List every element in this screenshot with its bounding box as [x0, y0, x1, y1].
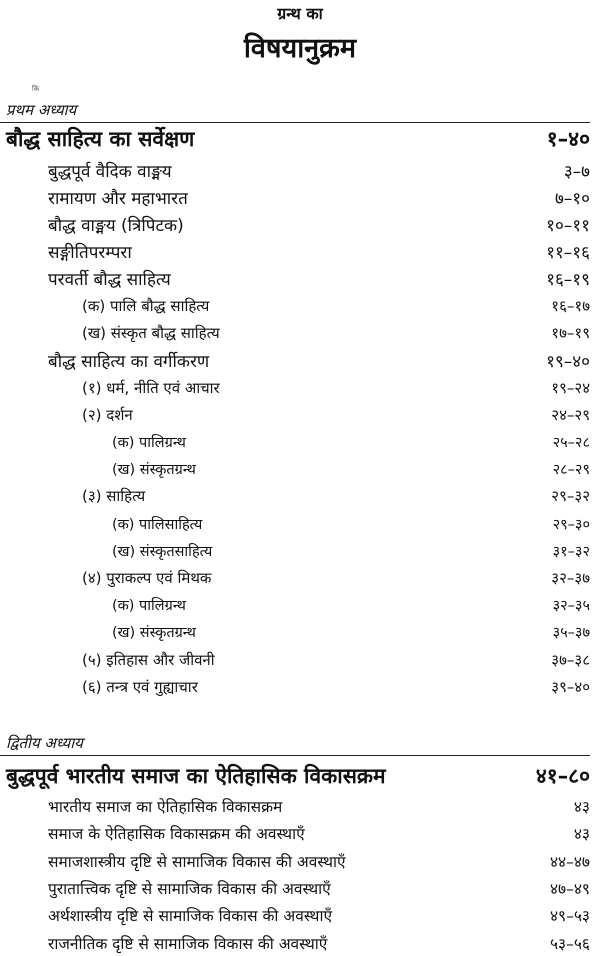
toc-entry-title: (ख) संस्कृतसाहित्य: [112, 543, 213, 560]
chapter-heading-title: बौद्ध साहित्य का सर्वेक्षण: [6, 127, 195, 151]
toc-entry: [0, 930, 590, 956]
toc-entry-pages: ४३: [573, 798, 590, 816]
pre-title: ग्रन्थ का: [277, 4, 323, 23]
toc-entry-pages: ७–१०: [554, 188, 590, 209]
chapter-heading-pages: १–४०: [546, 127, 590, 151]
toc-entry-title: बौद्ध साहित्य का वर्गीकरण: [48, 351, 210, 372]
toc-entry-pages: ३९–४०: [551, 677, 590, 696]
toc-entry: [0, 793, 590, 819]
toc-entry: [0, 320, 590, 346]
toc-entry: [0, 511, 590, 537]
toc-entry: [0, 902, 590, 928]
toc-entry: [0, 211, 590, 237]
toc-entry: [0, 375, 590, 401]
chapter-heading-2: [0, 761, 590, 791]
toc-entry: [0, 848, 590, 874]
toc-entry-title: (क) पालिग्रन्थ: [112, 598, 186, 615]
toc-entry-title: पुरातात्त्विक दृष्टि से सामाजिक विकास की अवस्थाएँ: [48, 879, 331, 898]
toc-entry: [0, 157, 590, 183]
chapter-label-1: प्रथम अध्याय: [6, 101, 77, 119]
toc-entry-title: सङ्गीतिपरम्परा: [48, 243, 132, 264]
toc-entry: [0, 619, 590, 645]
toc-entry-pages: २८–२९: [552, 462, 590, 479]
toc-entry-pages: १९–२४: [551, 378, 590, 397]
toc-entry-title: (ख) संस्कृत बौद्ध साहित्य: [82, 324, 220, 343]
toc-entry-pages: ११–१६: [546, 243, 590, 264]
toc-entry-title: (क) पालिसाहित्य: [112, 516, 203, 533]
toc-entry-title: (४) पुराकल्प एवं मिथक: [82, 569, 212, 587]
toc-entry-title: (३) साहित्य: [82, 487, 146, 506]
stray-mark: कि: [32, 85, 40, 93]
toc-entry-pages: ३५–३७: [552, 625, 590, 642]
toc-entry: [0, 293, 590, 319]
toc-entry-pages: ३–७: [563, 161, 590, 182]
toc-entry-title: भारतीय समाज का ऐतिहासिक विकासक्रम: [48, 798, 283, 816]
toc-entry-pages: ४७–४९: [550, 879, 590, 898]
toc-entry: [0, 402, 590, 428]
toc-entry-title: (५) इतिहास और जीवनी: [82, 650, 215, 669]
chapter-label-2: द्वितीय अध्याय: [6, 734, 83, 752]
toc-entry: [0, 429, 590, 455]
toc-entry-title: (ख) संस्कृतग्रन्थ: [112, 625, 196, 642]
toc-entry-pages: ३१–३२: [552, 543, 590, 560]
toc-entry: [0, 592, 590, 618]
toc-entry-title: (२) दर्शन: [82, 405, 133, 424]
toc-entry-title: परवर्ती बौद्ध साहित्य: [48, 270, 171, 291]
page-title: विषयानुक्रम: [243, 33, 357, 64]
toc-entry-title: बौद्ध वाङ्मय (त्रिपिटक): [48, 215, 184, 236]
toc-entry: [0, 266, 590, 292]
chapter-heading-pages: ४१–८०: [535, 764, 590, 788]
toc-entry: [0, 456, 590, 482]
toc-entry-pages: ४४–४७: [550, 852, 590, 871]
toc-entry-pages: २४–२९: [551, 405, 590, 424]
toc-entry-pages: ३२–३७: [551, 569, 590, 587]
toc-entry-title: समाज के ऐतिहासिक विकासक्रम की अवस्थाएँ: [48, 825, 305, 844]
toc-entry-pages: १६–१९: [546, 270, 590, 291]
toc-entry-title: रामायण और महाभारत: [48, 188, 188, 209]
toc-entry-title: (६) तन्त्र एवं गुह्याचार: [82, 677, 198, 696]
toc-entry-pages: १७–१९: [551, 324, 590, 343]
toc-entry: [0, 647, 590, 673]
toc-entry-pages: ५३–५६: [550, 934, 590, 953]
toc-entry: [0, 875, 590, 901]
toc-entry: [0, 820, 590, 846]
toc-entry: [0, 184, 590, 210]
chapter-heading-title: बुद्धपूर्व भारतीय समाज का ऐतिहासिक विकासक्रम: [6, 764, 386, 788]
toc-entry: [0, 565, 590, 591]
toc-entry-title: (१) धर्म, नीति एवं आचार: [82, 378, 220, 397]
toc-entry-pages: १९–४०: [546, 351, 590, 372]
toc-entry-pages: ३२–३५: [552, 598, 590, 615]
toc-entry: [0, 538, 590, 564]
toc-entry-pages: ४९–५३: [550, 907, 590, 926]
toc-entry-title: अर्थशास्त्रीय दृष्टि से सामाजिक विकास की अवस्थाएँ: [48, 907, 333, 926]
toc-entry-title: (क) पालिग्रन्थ: [112, 435, 186, 451]
toc-entry: [0, 347, 590, 373]
toc-entry: [0, 483, 590, 509]
chapter-divider-1: [0, 122, 590, 123]
toc-entry-title: समाजशास्त्रीय दृष्टि से सामाजिक विकास की अवस्थाएँ: [48, 852, 346, 871]
toc-entry-title: बुद्धपूर्व वैदिक वाङ्मय: [48, 161, 172, 182]
toc-entry-pages: ४३: [573, 825, 590, 844]
toc-entry: [0, 674, 590, 700]
toc-entry-pages: १६–१७: [551, 297, 590, 315]
toc-entry-pages: २९–३२: [551, 487, 590, 506]
toc-entry-title: (क) पालि बौद्ध साहित्य: [82, 297, 210, 315]
toc-entry-pages: ३७–३८: [551, 650, 590, 669]
toc-entry: [0, 239, 590, 265]
toc-entry-title: राजनीतिक दृष्टि से सामाजिक विकास की अवस्थाएँ: [48, 934, 328, 953]
toc-entry-title: (ख) संस्कृतग्रन्थ: [112, 462, 196, 479]
toc-entry-pages: २५–२८: [552, 435, 590, 451]
chapter-heading-1: [0, 124, 590, 154]
toc-entry-pages: १०–११: [546, 215, 590, 236]
chapter-divider-2: [0, 755, 590, 756]
toc-entry-pages: २९–३०: [552, 516, 590, 533]
